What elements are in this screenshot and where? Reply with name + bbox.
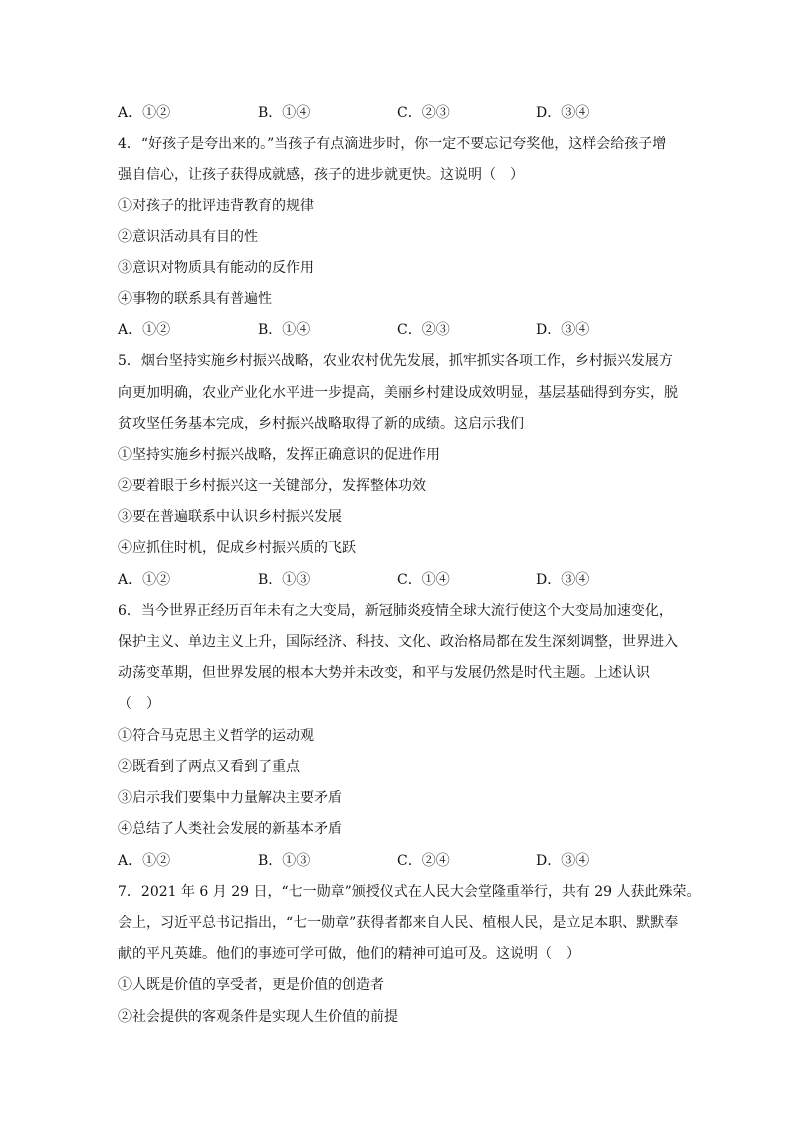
q7-stem-line-2: 会上，习近平总书记指出，“七一勋章”获得者都来自人民、植根人民，是立足本职、默默奉 (118, 915, 679, 931)
q6-item-2: ②既看到了两点又看到了重点 (118, 759, 300, 775)
q5-stem-line-1: 5．烟台坚持实施乡村振兴战略，农业农村优先发展，抓牢抓实各项工作，乡村振兴发展方 (118, 353, 673, 369)
q4-item-1: ①对孩子的批评违背教育的规律 (118, 198, 314, 214)
q7-item-1: ①人既是价值的享受者，更是价值的创造者 (118, 977, 384, 993)
q7-item-2: ②社会提供的客观条件是实现人生价值的前提 (118, 1009, 398, 1025)
q4-item-4: ④事物的联系具有普遍性 (118, 291, 272, 307)
q4-stem-line-1: 4．“好孩子是夸出来的。”当孩子有点滴进步时，你一定不要忘记夸奖他，这样会给孩子增 (118, 136, 667, 152)
q6-item-1: ①符合马克思主义哲学的运动观 (118, 728, 314, 744)
q3-option-d: D．③④ (536, 105, 590, 121)
q4-item-2: ②意识活动具有目的性 (118, 229, 258, 245)
q6-stem-line-3: 动荡变革期，但世界发展的根本大势并未改变，和平与发展仍然是时代主题。上述认识 (118, 665, 650, 681)
q5-item-1: ①坚持实施乡村振兴战略，发挥正确意识的促进作用 (118, 447, 440, 463)
q5-option-a: A．①② (118, 572, 171, 588)
q6-item-3: ③启示我们要集中力量解决主要矛盾 (118, 790, 342, 806)
q6-option-a: A．①② (118, 853, 171, 869)
q5-option-d: D．③④ (536, 572, 590, 588)
q6-stem-line-1: 6．当今世界正经历百年未有之大变局，新冠肺炎疫情全球大流行使这个大变局加速变化， (118, 603, 673, 619)
q5-option-b: B．①③ (258, 572, 311, 588)
q6-stem-line-4: （ ） (118, 696, 160, 712)
q5-item-3: ③要在普遍联系中认识乡村振兴发展 (118, 509, 342, 525)
q4-option-c: C．②③ (397, 322, 450, 338)
q5-item-2: ②要着眼于乡村振兴这一关键部分，发挥整体功效 (118, 478, 426, 494)
q4-option-a: A．①② (118, 322, 171, 338)
q5-stem-line-3: 贫攻坚任务基本完成，乡村振兴战略取得了新的成绩。这启示我们 (118, 416, 524, 432)
q3-option-b: B．①④ (258, 105, 311, 121)
q6-item-4: ④总结了人类社会发展的新基本矛盾 (118, 821, 342, 837)
q4-option-b: B．①④ (258, 322, 311, 338)
q3-option-a: A．①② (118, 105, 171, 121)
q4-item-3: ③意识对物质具有能动的反作用 (118, 260, 314, 276)
q6-stem-line-2: 保护主义、单边主义上升，国际经济、科技、文化、政治格局都在发生深刻调整，世界进入 (118, 634, 678, 650)
q5-stem-line-2: 向更加明确，农业产业化水平进一步提高，美丽乡村建设成效明显，基层基础得到夯实，脱 (118, 385, 678, 401)
q6-option-d: D．③④ (536, 853, 590, 869)
q3-option-c: C．②③ (397, 105, 450, 121)
q6-option-c: C．②④ (397, 853, 450, 869)
q4-option-d: D．③④ (536, 322, 590, 338)
q6-option-b: B．①③ (258, 853, 311, 869)
q5-option-c: C．①④ (397, 572, 450, 588)
q7-stem-line-1: 7．2021 年 6 月 29 日，“七一勋章”颁授仪式在人民大会堂隆重举行，共有 29 人获此殊荣。 (118, 884, 701, 900)
q4-stem-line-2: 强自信心，让孩子获得成就感，孩子的进步就更快。这说明（ ） (118, 167, 524, 183)
q7-stem-line-3: 献的平凡英雄。他们的事迹可学可做，他们的精神可追可及。这说明（ ） (118, 946, 580, 962)
q5-item-4: ④应抓住时机，促成乡村振兴质的飞跃 (118, 540, 356, 556)
